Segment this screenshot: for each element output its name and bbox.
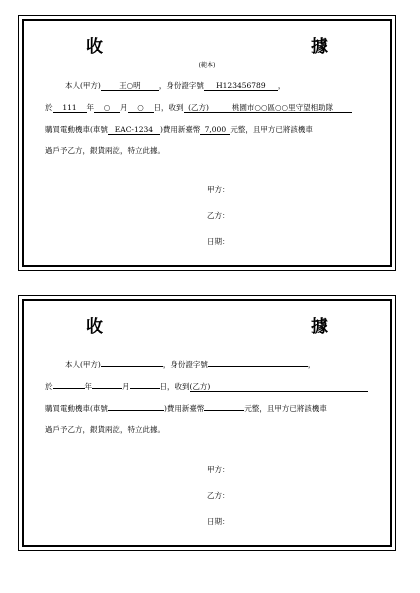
line-transfer: 過戶予乙方，銀貨兩訖，特立此據。 [45,146,165,155]
year-field: 111 [53,103,87,113]
amount-blank[interactable] [204,410,244,411]
line-purchase: 購買電動機車(車號 )費用新臺幣 元整，且甲方已將該機車 [45,404,327,413]
plate-blank[interactable] [108,410,164,411]
sign-party-a: 甲方： [207,185,230,194]
sign-party-b: 乙方： [207,211,230,220]
month-field: ○ [94,103,120,113]
party-b-label: (乙方) [184,103,214,113]
party-b-blank[interactable]: (乙方) [190,382,368,392]
id-number-blank[interactable] [208,366,308,367]
address-field: 桃園市○○區○○里守望相助隊 [214,103,352,113]
year-blank[interactable] [53,388,85,389]
amount-field: 7,000 [200,125,230,135]
name-blank[interactable] [101,366,163,367]
receipt-title: 收 據 [86,317,386,337]
line-person: 本人(甲方) 王○明 ，身份證字號 H123456789 ， [65,81,286,90]
day-blank[interactable] [130,388,160,389]
receipt-sample [18,15,396,271]
sign-date: 日期： [207,517,230,526]
line-date: 於 年 月 日，收到(乙方) [45,382,368,392]
name-field: 王○明 [101,81,159,91]
line-purchase: 購買電動機車(車號 EAC-1234 )費用新臺幣 7,000 元整，且甲方已將該機車 [45,125,313,134]
sample-note: (範本) [198,62,216,69]
plate-field: EAC-1234 [108,125,160,135]
receipt-title: 收 據 [86,37,386,57]
receipt-blank [18,295,396,551]
line-date: 於 111 年 ○ 月 ○ 日，收到 (乙方) 桃園市○○區○○里守望相助隊 [45,103,352,113]
sign-party-a: 甲方： [207,465,230,474]
line-transfer: 過戶予乙方，銀貨兩訖，特立此據。 [45,425,165,434]
sign-date: 日期： [207,237,230,246]
id-number-field: H123456789 [204,81,278,91]
day-field: ○ [128,103,154,113]
month-blank[interactable] [92,388,122,389]
sign-party-b: 乙方： [207,491,230,500]
line-person: 本人(甲方) ，身份證字號 ， [65,360,316,369]
